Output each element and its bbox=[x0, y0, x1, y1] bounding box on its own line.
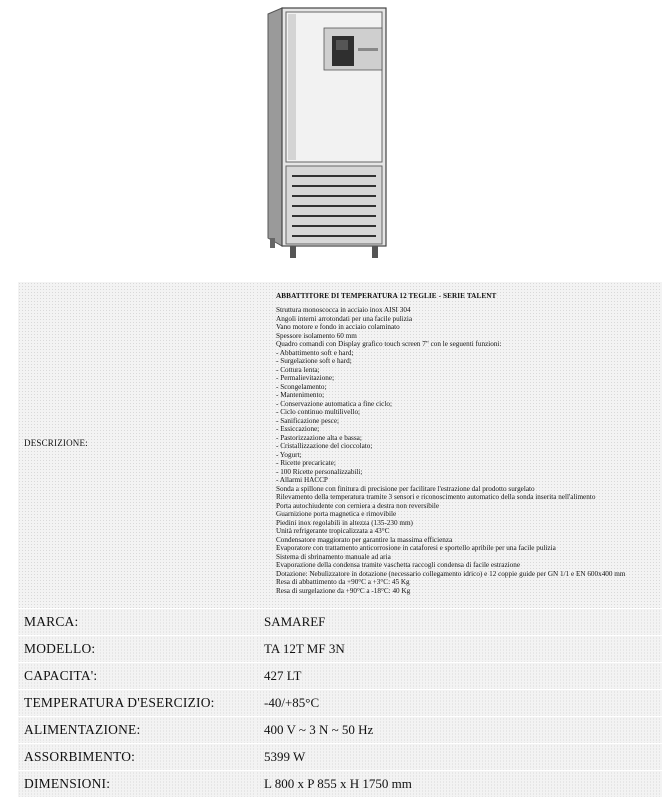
description-line: - Ciclo continuo multilivello; bbox=[276, 408, 361, 416]
spec-value: 400 V ~ 3 N ~ 50 Hz bbox=[256, 717, 662, 744]
description-row bbox=[18, 282, 662, 609]
product-spec-table bbox=[18, 282, 662, 797]
description-line: - Surgelazione soft e hard; bbox=[276, 357, 352, 365]
description-line: Condensatore maggiorato per garantire la massima efficienza bbox=[276, 535, 453, 544]
description-line: Sistema di sbrinamento manuale ad aria bbox=[276, 552, 391, 561]
spec-label: CAPACITA': bbox=[18, 663, 256, 690]
spec-label: TEMPERATURA D'ESERCIZIO: bbox=[18, 690, 256, 717]
description-line: - Cristallizzazione del cioccolato; bbox=[276, 442, 373, 450]
spec-value: 5399 W bbox=[256, 744, 662, 771]
description-list bbox=[276, 306, 662, 595]
description-line: Resa di abbattimento da +90°C a +3°C: 45 Kg bbox=[276, 578, 410, 586]
description-line: - Ricette precaricate; bbox=[276, 459, 336, 467]
description-title: ABBATTITORE DI TEMPERATURA 12 TEGLIE - SERIE TALENT bbox=[276, 292, 497, 300]
description-line: - Mantenimento; bbox=[276, 391, 325, 399]
description-line: Dotazione: Nebulizzatore in dotazione (necessario collegamento idrico) e 12 coppie guide per GN 1/1 e EN 600x400 mm bbox=[276, 569, 626, 578]
description-line: - Conservazione automatica a fine ciclo; bbox=[276, 399, 392, 408]
description-line: - Scongelamento; bbox=[276, 382, 327, 391]
description-line: - Abbattimento soft e hard; bbox=[276, 348, 354, 357]
description-line: - Sanificazione pesce; bbox=[276, 416, 340, 425]
description-line: Resa di surgelazione da +90°C a -18°C: 40 Kg bbox=[276, 586, 411, 595]
description-line: Quadro comandi con Display grafico touch screen 7" con le seguenti funzioni: bbox=[276, 340, 502, 348]
spec-value: TA 12T MF 3N bbox=[256, 636, 662, 663]
spec-value: L 800 x P 855 x H 1750 mm bbox=[256, 771, 662, 798]
product-image-area bbox=[0, 0, 670, 272]
description-line: - Cottura lenta; bbox=[276, 365, 320, 374]
description-line: - Allarmi HACCP bbox=[276, 476, 328, 484]
spec-row-modello bbox=[18, 636, 662, 663]
description-line: Guarnizione porta magnetica e rimovibile bbox=[276, 510, 397, 518]
description-line: Vano motore e fondo in acciaio colaminato bbox=[276, 323, 400, 331]
description-line: - Yogurt; bbox=[276, 450, 302, 459]
spec-row-alimentazione bbox=[18, 717, 662, 744]
spec-row-assorbimento bbox=[18, 744, 662, 771]
spec-label: ASSORBIMENTO: bbox=[18, 744, 256, 771]
description-line: Porta autochiudente con cerniera a destra non reversibile bbox=[276, 501, 440, 510]
spec-row-marca bbox=[18, 609, 662, 636]
spec-value: SAMAREF bbox=[256, 609, 662, 636]
description-line: Evaporatore con trattamento anticorrosione in cataforesi e sportello apribile per una facile pulizia bbox=[276, 544, 556, 552]
description-line: Sonda a spillone con finitura di precisione per facilitare l'estrazione dal prodotto surgelato bbox=[276, 484, 535, 493]
description-line: Spessore isolamento 60 mm bbox=[276, 331, 357, 340]
description-line: Piedini inox regolabili in altezza (135-230 mm) bbox=[276, 518, 413, 527]
description-line: - Essiccazione; bbox=[276, 425, 320, 433]
spec-row-dimensioni bbox=[18, 771, 662, 798]
description-line: Angoli interni arrotondati per una facile pulizia bbox=[276, 314, 413, 323]
spec-row-temperatura bbox=[18, 690, 662, 717]
spec-value: 427 LT bbox=[256, 663, 662, 690]
description-label: DESCRIZIONE: bbox=[24, 438, 88, 448]
spec-value: -40/+85°C bbox=[256, 690, 662, 717]
description-line: Struttura monoscocca in acciaio inox AISI 304 bbox=[276, 306, 411, 314]
spec-label: DIMENSIONI: bbox=[18, 771, 256, 798]
description-line: - Permalievitazione; bbox=[276, 374, 335, 382]
spec-row-capacita bbox=[18, 663, 662, 690]
description-line: - Pastorizzazione alta e bassa; bbox=[276, 433, 362, 442]
description-line: Unità refrigerante tropicalizzata a 43°C bbox=[276, 527, 390, 535]
spec-label: MODELLO: bbox=[18, 636, 256, 663]
spec-label: ALIMENTAZIONE: bbox=[18, 717, 256, 744]
blast-chiller-illustration bbox=[262, 6, 412, 264]
description-line: - 100 Ricette personalizzabili; bbox=[276, 467, 363, 476]
description-line: Evaporazione della condensa tramite vaschetta raccogli condensa di facile estrazione bbox=[276, 561, 521, 569]
spec-label: MARCA: bbox=[18, 609, 256, 636]
description-line: Rilevamento della temperatura tramite 3 sensori e riconoscimento automatico della sonda inserita nell'alimento bbox=[276, 493, 596, 501]
